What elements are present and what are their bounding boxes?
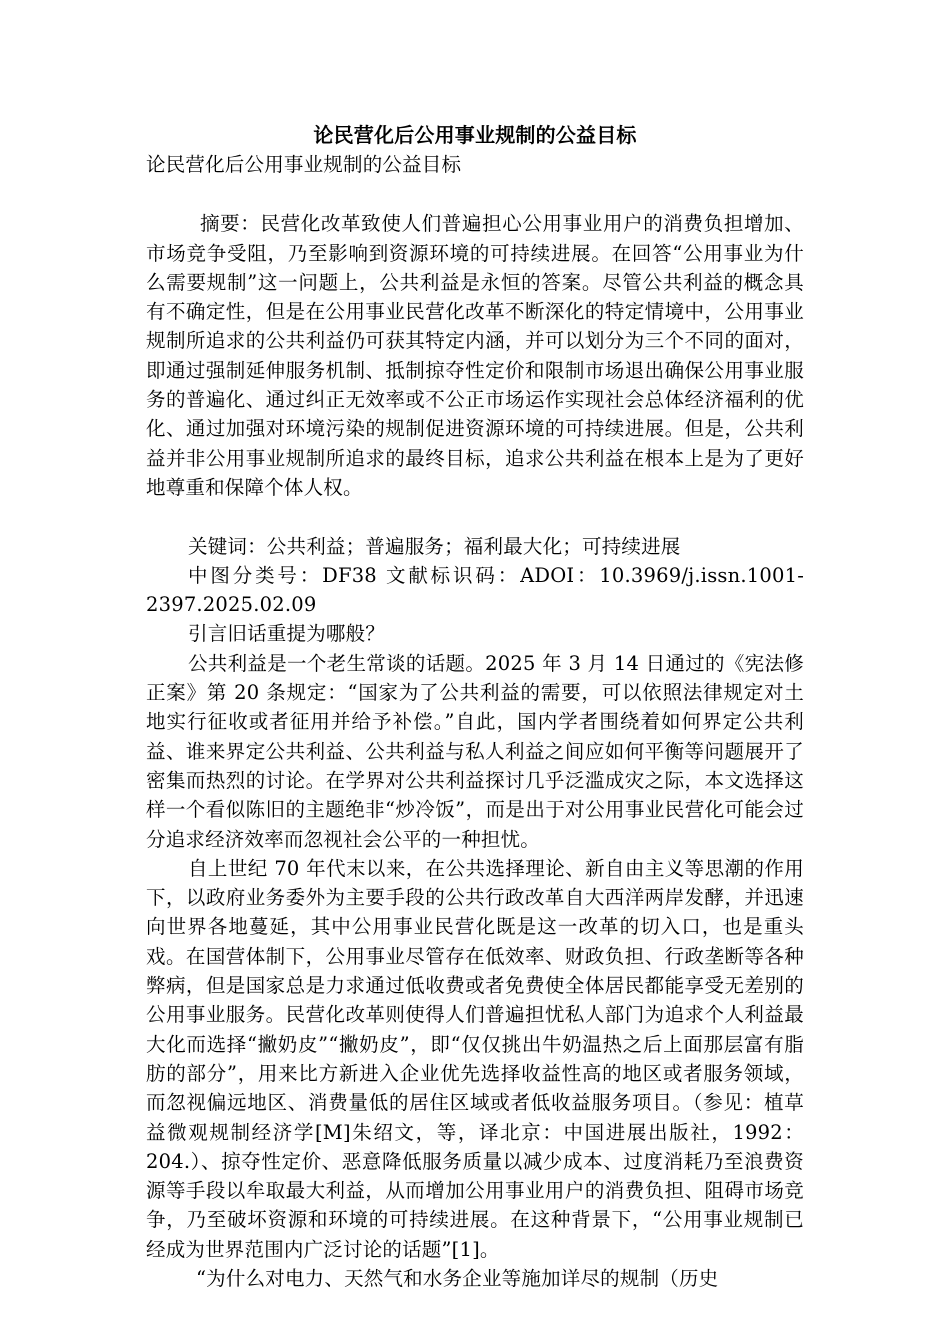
blank-line — [146, 502, 804, 531]
body-paragraph: 公共利益是一个老生常谈的话题。2025 年 3 月 14 日通过的《宪法修正案》第 20 条规定：“国家为了公共利益的需要，可以依照法律规定对土地实行征收或者征用并给予补偿。”自此，国内学者围绕着如何界定公共利益、谁来界定公共利益、公共利益与私人利益之间应如何平衡等问题展开了密集而热烈的讨论。在学界对公共利益探讨几乎泛滥成灾之际，本文选择这样一个看似陈旧的主题绝非“炒冷饭”，而是出于对公用事业民营化可能会过分追求经济效率而忽视社会公平的一种担忧。 — [146, 651, 804, 851]
body-paragraph: 自上世纪 70 年代末以来，在公共选择理论、新自由主义等思潮的作用下，以政府业务委外为主要手段的公共行政改革自大西洋两岸发酵，并迅速向世界各地蔓延，其中公用事业民营化既是这一改革的切入口，也是重头戏。在国营体制下，公用事业尽管存在低效率、财政负担、行政垄断等各种弊病，但是国家总是力求通过低收费或者免费使全体居民都能享受无差别的公用事业服务。民营化改革则使得人们普遍担忧私人部门为追求个人利益最大化而选择“撇奶皮”“撇奶皮”，即“仅仅挑出牛奶温热之后上面那层富有脂肪的部分”，用来比方新进入企业优先选择收益性高的地区或者服务领域，而忽视偏远地区、消费量低的居住区域或者低收益服务项目。（参见：植草益微观规制经济学[M]朱绍文，等，译北京：中国进展出版社，1992：204.）、掠夺性定价、恶意降低服务质量以减少成本、过度消耗乃至浪费资源等手段以牟取最大利益，从而增加公用事业用户的消费负担、阻碍市场竞争，乃至破坏资源和环境的可持续进展。在这种背景下，“公用事业规制已经成为世界范围内广泛讨论的话题”[1]。 — [146, 856, 804, 1261]
document-title: 论民营化后公用事业规制的公益目标 — [313, 123, 637, 147]
document-subtitle: 论民营化后公用事业规制的公益目标 — [146, 153, 462, 176]
body-paragraph: “为什么对电力、天然气和水务企业等施加详尽的规制（历史 — [196, 1266, 719, 1290]
blank-line — [146, 180, 804, 209]
document-page — [146, 120, 804, 1293]
intro-heading: 引言旧话重提为哪般？ — [188, 622, 386, 646]
classification-line: 中图分类号：DF38 文献标识码：ADOI：10.3969/j.issn.1001-2397.2025.02.09 — [146, 563, 804, 617]
keywords-line: 关键词：公共利益；普遍服务；福利最大化；可持续进展 — [188, 534, 681, 558]
abstract-paragraph: 摘要：民营化改革致使人们普遍担心公用事业用户的消费负担增加、市场竞争受阻，乃至影响到资源环境的可持续进展。在回答“公用事业为什么需要规制”这一问题上，公共利益是永恒的答案。尽管公共利益的概念具有不确定性，但是在公用事业民营化改革不断深化的特定情境中，公用事业规制所追求的公共利益仍可获其特定内涵，并可以划分为三个不同的面对，即通过强制延伸服务机制、抵制掠夺性定价和限制市场退出确保公用事业服务的普遍化、通过纠正无效率或不公正市场运作实现社会总体经济福利的优化、通过加强对环境污染的规制促进资源环境的可持续进展。但是，公共利益并非公用事业规制所追求的最终目标，追求公共利益在根本上是为了更好地尊重和保障个体人权。 — [146, 212, 804, 499]
